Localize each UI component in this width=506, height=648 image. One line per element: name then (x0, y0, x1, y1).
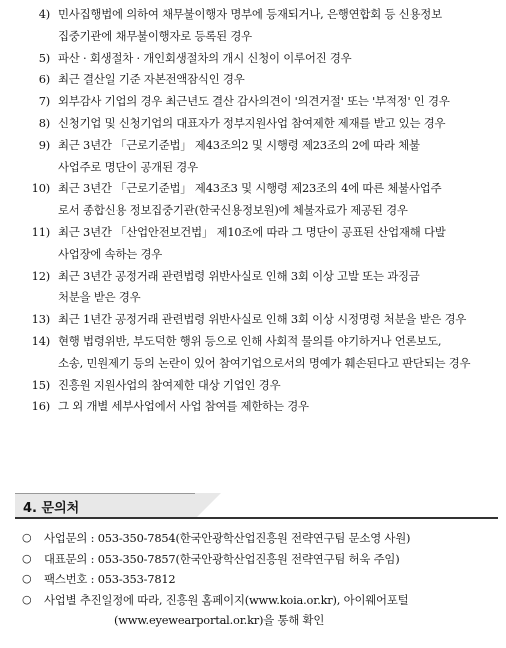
list-item (0, 396, 506, 418)
contact-text: 팩스번호 : 053-353-7812 (44, 572, 176, 586)
item-text: 민사집행법에 의하여 채무불이행자 명부에 등재되거나, 은행연합회 등 신용정보 (58, 7, 442, 21)
item-number: 15) (31, 377, 50, 392)
item-number: 6) (38, 72, 50, 87)
contact-list (0, 528, 506, 631)
circle-bullet-icon: ○ (22, 531, 32, 544)
item-text: 현행 법령위반, 부도덕한 행위 등으로 인해 사회적 물의를 야기하거나 언론보도, (58, 333, 442, 348)
list-item (0, 222, 506, 266)
list-item (0, 266, 506, 310)
restriction-list (0, 4, 506, 418)
list-item (0, 331, 506, 375)
item-number: 13) (31, 312, 50, 327)
item-text: 사업주로 명단이 공개된 경우 (58, 159, 198, 174)
contact-item (0, 528, 506, 549)
circle-bullet-icon: ○ (22, 572, 32, 585)
item-text: 최근 결산일 기준 자본전액잠식인 경우 (58, 72, 245, 87)
contact-item (0, 549, 506, 570)
circle-bullet-icon: ○ (22, 592, 32, 606)
item-number: 4) (38, 7, 50, 21)
section-title: 4. 문의처 (23, 501, 80, 516)
item-number: 16) (31, 399, 50, 414)
list-item (0, 135, 506, 179)
list-item (0, 48, 506, 70)
item-number: 8) (38, 115, 50, 130)
item-number: 7) (38, 94, 50, 109)
item-number: 12) (31, 268, 50, 283)
item-text: 집중기관에 채무불이행자로 등록된 경우 (58, 28, 252, 43)
item-text: 최근 3년간 「근로기준법」 제43조3 및 시행령 제23조의 4에 따른 체불사업주 (58, 181, 442, 196)
item-text: 처분을 받은 경우 (58, 290, 141, 305)
section-heading (15, 490, 498, 520)
item-text: 사업장에 속하는 경우 (58, 246, 163, 261)
item-text: 최근 3년간 「산업안전보건법」 제10조에 따라 그 명단이 공표된 산업재해 다발 (58, 224, 446, 239)
section-rule (15, 517, 498, 519)
contact-text: 사업별 추진일정에 따라, 진흥원 홈페이지(www.koia.or.kr), 아이웨어포털 (44, 592, 409, 607)
list-item (0, 113, 506, 135)
item-text: 최근 3년간 「근로기준법」 제43조의2 및 시행령 제23조의 2에 따라 체불 (58, 137, 420, 152)
item-number: 10) (31, 181, 50, 196)
item-text: 그 외 개별 세부사업에서 사업 참여를 제한하는 경우 (58, 399, 309, 414)
item-text: 소송, 민원제기 등의 논란이 있어 참여기업으로서의 명예가 훼손된다고 판단되는 경우 (58, 355, 471, 370)
item-text: 신청기업 및 신청기업의 대표자가 정부지원사업 참여제한 제재를 받고 있는 경우 (58, 115, 446, 130)
item-number: 14) (31, 333, 50, 348)
list-item (0, 375, 506, 397)
item-text: 최근 3년간 공정거래 관련법령 위반사실로 인해 3회 이상 고발 또는 과징금 (58, 268, 420, 283)
list-item (0, 91, 506, 113)
item-text: 외부감사 기업의 경우 최근년도 결산 감사의견이 '의견거절' 또는 '부적정' 인 경우 (58, 94, 450, 109)
item-number: 11) (31, 224, 50, 239)
list-item (0, 4, 506, 48)
item-text: 파산 · 회생절차 · 개인회생절차의 개시 신청이 이루어진 경우 (58, 50, 352, 65)
list-item (0, 69, 506, 91)
contact-item (0, 569, 506, 590)
item-text: 최근 1년간 공정거래 관련법령 위반사실로 인해 3회 이상 시정명령 처분을 받은 경우 (58, 312, 467, 327)
item-text: 진흥원 지원사업의 참여제한 대상 기업인 경우 (58, 377, 281, 392)
circle-bullet-icon: ○ (22, 551, 32, 565)
section-tab-notch (195, 493, 221, 519)
item-number: 9) (38, 137, 50, 152)
contact-item (0, 590, 506, 631)
item-number: 5) (38, 50, 50, 65)
contact-text: (www.eyewearportal.or.kr)을 통해 확인 (114, 613, 325, 627)
contact-text: 사업문의 : 053-350-7854(한국안광학산업진흥원 전략연구팀 문소영 사원) (44, 531, 411, 545)
item-text: 로서 종합신용 정보집중기관(한국신용정보원)에 체불자료가 제공된 경우 (58, 203, 408, 218)
contact-text: 대표문의 : 053-350-7857(한국안광학산업진흥원 전략연구팀 허욱 주임) (44, 551, 400, 566)
list-item (0, 309, 506, 331)
list-item (0, 178, 506, 222)
